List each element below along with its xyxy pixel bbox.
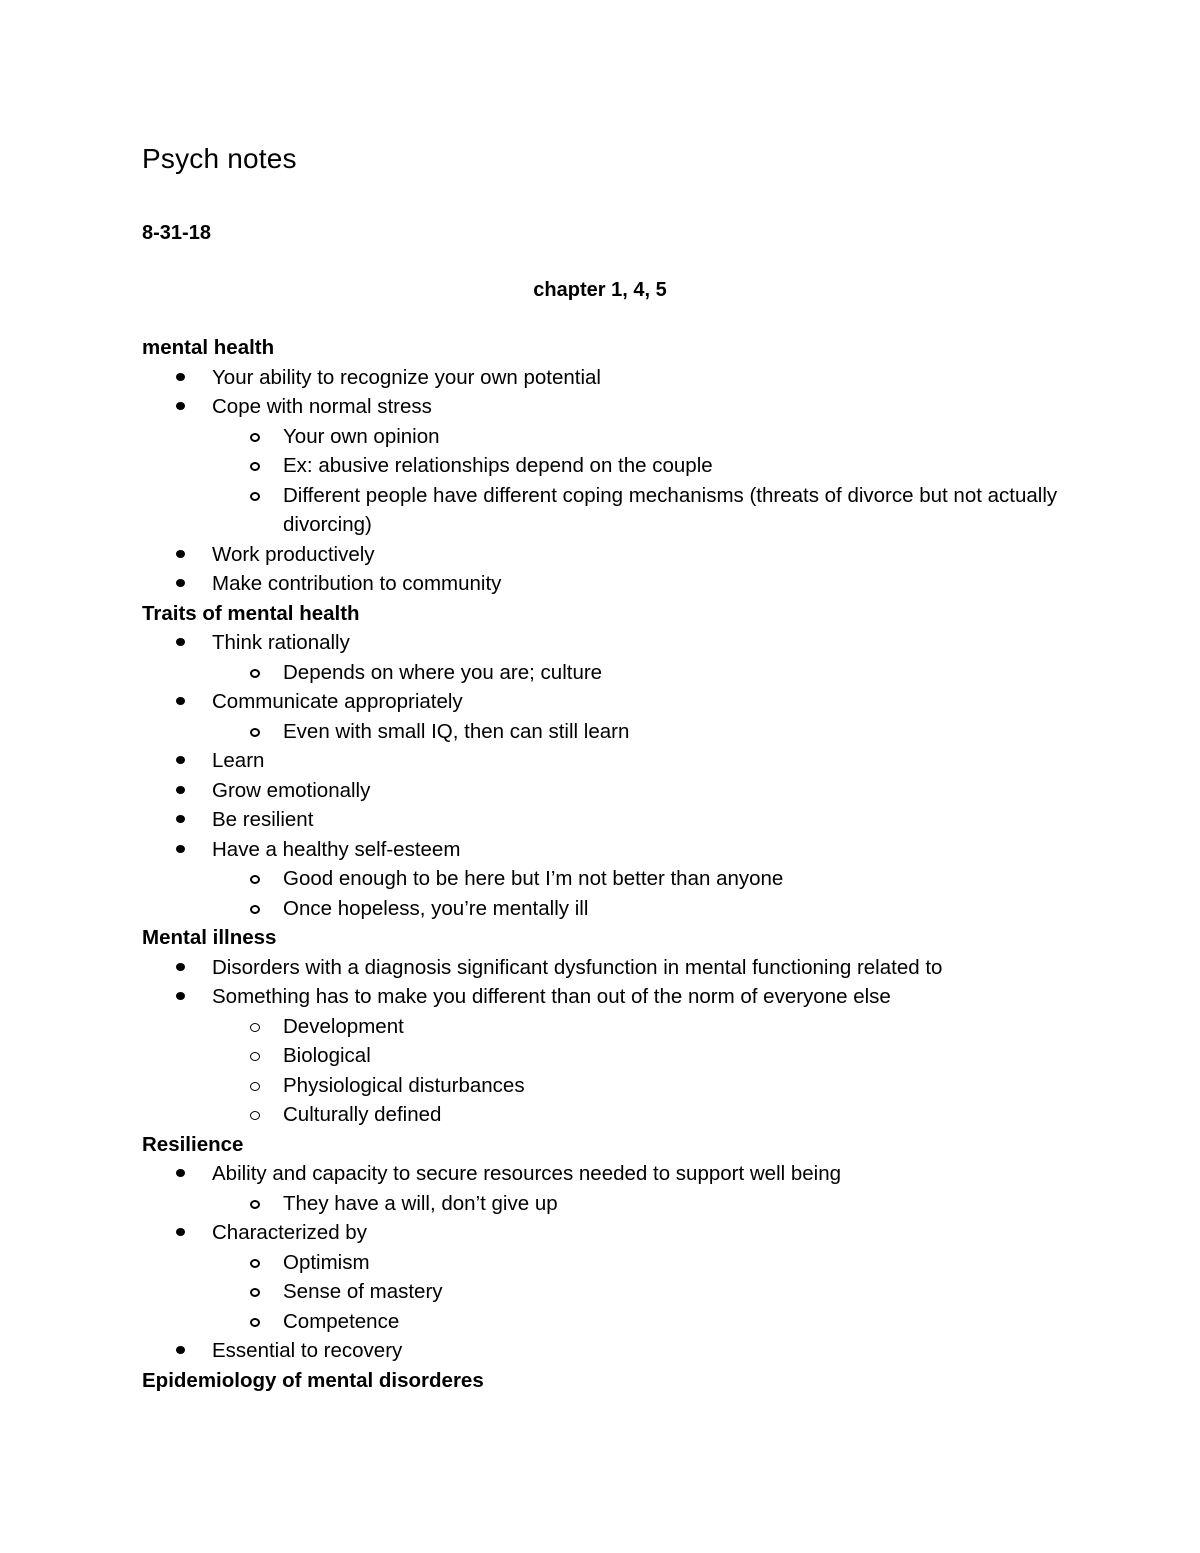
list-item [142, 569, 1062, 599]
circle-bullet-icon [250, 1111, 260, 1120]
list-item-text: Have a healthy self-esteem [212, 837, 461, 861]
section-heading-traits: Traits of mental health [142, 601, 360, 625]
circle-bullet-icon [250, 1318, 260, 1327]
list-item-text: Communicate appropriately [212, 690, 463, 713]
bullet-icon [176, 1228, 185, 1236]
list-item-text: Good enough to be here but I’m not better than anyone [283, 867, 784, 890]
bullet-list [142, 1159, 1062, 1366]
list-item-text: Essential to recovery [212, 1339, 403, 1362]
sub-list-item [142, 422, 1062, 452]
list-item [142, 835, 1062, 924]
list-item-text: They have a will, don’t give up [283, 1191, 558, 1215]
list-item-text: Ex: abusive relationships depend on the couple [283, 454, 713, 477]
bullet-icon [176, 845, 185, 853]
chapter-heading: chapter 1, 4, 5 [533, 279, 667, 301]
sub-list-item [142, 864, 1062, 894]
bullet-icon [176, 992, 185, 1000]
list-item [142, 805, 1062, 835]
list-item [142, 540, 1062, 570]
sub-list-item [142, 481, 1062, 540]
bullet-list [142, 628, 1062, 923]
circle-bullet-icon [250, 669, 260, 678]
list-item-text: Once hopeless, you’re mentally ill [283, 896, 589, 920]
circle-bullet-icon [250, 1259, 260, 1268]
bullet-icon [176, 963, 185, 971]
bullet-icon [176, 786, 185, 794]
list-item-text: Disorders with a diagnosis significant dysfunction in mental functioning related to [212, 955, 943, 979]
sub-list-item [142, 894, 1062, 924]
list-item-text: Competence [283, 1309, 400, 1333]
list-item-text: Sense of mastery [283, 1280, 443, 1303]
list-item [142, 1159, 1062, 1218]
list-item [142, 1336, 1062, 1366]
document-title: Psych notes [142, 143, 297, 174]
list-item-text: Characterized by [212, 1221, 367, 1244]
list-item-text: Think rationally [212, 631, 350, 654]
sub-bullet-list [212, 658, 1062, 688]
bullet-icon [176, 1169, 185, 1177]
bullet-icon [176, 373, 185, 381]
list-item-text: Even with small IQ, then can still learn [283, 719, 630, 743]
list-item-text: Something has to make you different than out of the norm of everyone else [212, 985, 891, 1008]
list-item-text: Development [283, 1014, 404, 1038]
list-item-text: Optimism [283, 1250, 370, 1274]
list-item [142, 392, 1062, 540]
bullet-list [142, 953, 1062, 1130]
list-item [142, 628, 1062, 687]
circle-bullet-icon [250, 433, 260, 442]
list-item-text: Make contribution to community [212, 572, 502, 595]
list-item-text: Cope with normal stress [212, 395, 432, 418]
notes-body [142, 333, 1062, 1395]
list-item-text: Depends on where you are; culture [283, 660, 603, 684]
sub-bullet-list [212, 1189, 1062, 1219]
section-heading-resilience: Resilience [142, 1132, 244, 1156]
circle-bullet-icon [250, 462, 260, 471]
circle-bullet-icon [250, 1023, 260, 1032]
circle-bullet-icon [250, 1082, 260, 1091]
circle-bullet-icon [250, 1052, 260, 1061]
sub-list-item [142, 1307, 1062, 1337]
list-item [142, 982, 1062, 1130]
circle-bullet-icon [250, 875, 260, 884]
list-item [142, 363, 1062, 393]
sub-list-item [142, 1041, 1062, 1071]
list-item [142, 776, 1062, 806]
sub-list-item [142, 658, 1062, 688]
sub-list-item [142, 1100, 1062, 1130]
sub-list-item [142, 1248, 1062, 1278]
notes-date: 8-31-18 [142, 222, 211, 244]
sub-list-item [142, 451, 1062, 481]
list-item-text: Your ability to recognize your own potential [212, 365, 601, 389]
list-item-text: Work productively [212, 542, 375, 566]
sub-list-item [142, 717, 1062, 747]
list-item-text: Ability and capacity to secure resources needed to support well being [212, 1162, 842, 1185]
sub-list-item [142, 1071, 1062, 1101]
bullet-icon [176, 638, 185, 646]
bullet-icon [176, 756, 185, 764]
sub-list-item [142, 1012, 1062, 1042]
bullet-icon [176, 815, 185, 823]
sub-bullet-list [212, 717, 1062, 747]
list-item-text: Be resilient [212, 808, 314, 831]
circle-bullet-icon [250, 905, 260, 914]
section-heading-mental-illness: Mental illness [142, 926, 277, 949]
circle-bullet-icon [250, 728, 260, 737]
bullet-icon [176, 697, 185, 705]
sub-bullet-list [212, 1248, 1062, 1337]
bullet-icon [176, 579, 185, 587]
circle-bullet-icon [250, 1200, 260, 1209]
bullet-list [142, 363, 1062, 599]
list-item-text: Grow emotionally [212, 778, 371, 802]
list-item-text: Different people have different coping mechanisms (threats of divorce but not actually divorcing) [283, 483, 1058, 536]
sub-bullet-list [212, 1012, 1062, 1130]
list-item [142, 687, 1062, 746]
list-item-text: Physiological disturbances [283, 1073, 525, 1097]
sub-bullet-list [212, 864, 1062, 923]
circle-bullet-icon [250, 1288, 260, 1297]
sub-list-item [142, 1189, 1062, 1219]
circle-bullet-icon [250, 492, 260, 501]
section-heading-mental-health: mental health [142, 336, 275, 359]
sub-bullet-list [212, 422, 1062, 540]
list-item-text: Biological [283, 1044, 371, 1067]
sub-list-item [142, 1277, 1062, 1307]
bullet-icon [176, 402, 185, 410]
list-item [142, 1218, 1062, 1336]
list-item-text: Learn [212, 749, 265, 772]
list-item [142, 953, 1062, 983]
list-item-text: Your own opinion [283, 424, 440, 448]
bullet-icon [176, 550, 185, 558]
section-heading-epidemiology: Epidemiology of mental disorderes [142, 1368, 484, 1392]
bullet-icon [176, 1346, 185, 1354]
list-item-text: Culturally defined [283, 1103, 442, 1126]
list-item [142, 746, 1062, 776]
